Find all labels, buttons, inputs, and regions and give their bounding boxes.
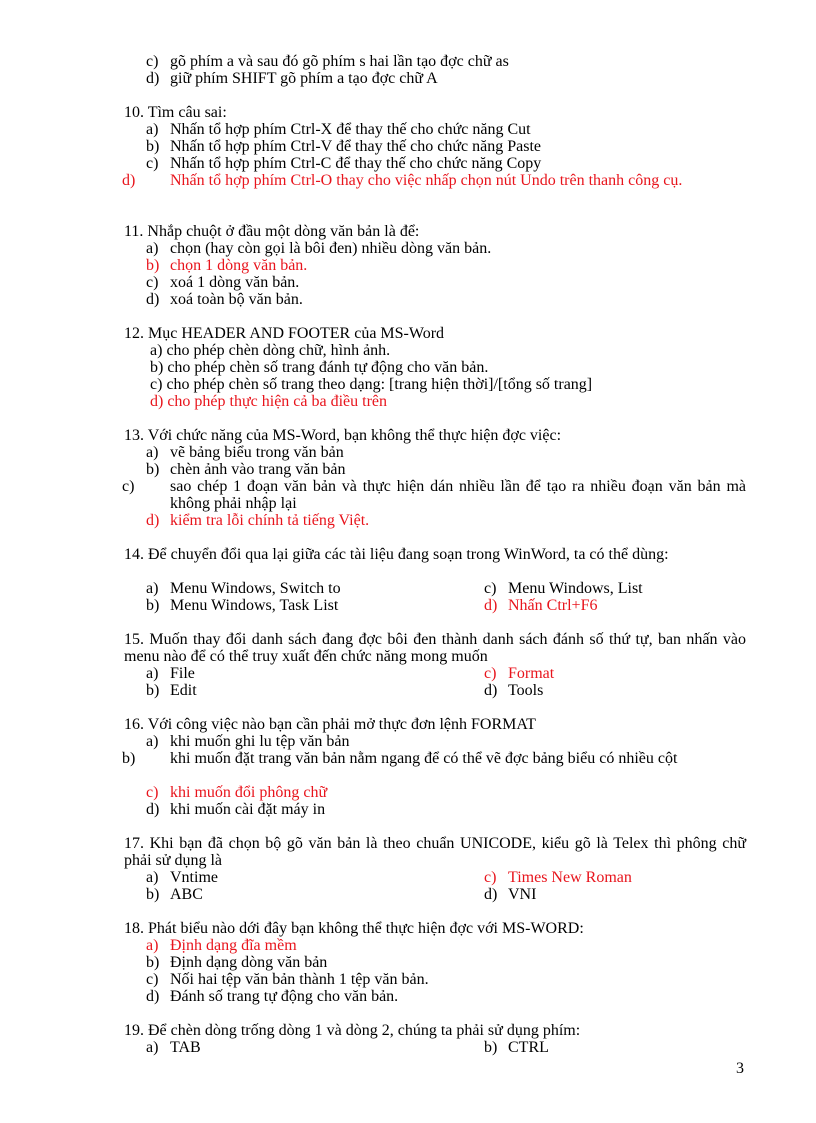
- question-17-stem: 17. Khi bạn đã chọn bộ gõ văn bản là theo chuẩn UNICODE, kiểu gõ là Telex thì phông chữ phải sử dụng là: [124, 835, 746, 869]
- question-18-stem: 18. Phát biểu nào dới đây bạn không thể thực hiện đợc với MS-WORD:: [124, 920, 584, 937]
- option-line: a) vẽ bảng biểu trong văn bản: [146, 444, 344, 461]
- option-line: b) Edit: [146, 682, 197, 699]
- answer-option-line: c) Format: [484, 665, 555, 682]
- answer-option-line: c) Times New Roman: [484, 869, 632, 886]
- question-13-stem: 13. Với chức năng của MS-Word, bạn không thể thực hiện đợc việc:: [124, 427, 562, 444]
- option-line: b) ABC: [146, 886, 203, 903]
- option-line: a) Nhấn tổ hợp phím Ctrl-X để thay thế cho chức năng Cut: [146, 121, 531, 138]
- question-12-stem: 12. Mục HEADER AND FOOTER của MS-Word: [124, 325, 445, 342]
- option-line: b) chèn ảnh vào trang văn bản: [146, 461, 346, 478]
- question-10-stem: 10. Tìm câu sai:: [124, 104, 227, 121]
- option-line: c) Menu Windows, List: [484, 580, 643, 597]
- option-line: c) gõ phím a và sau đó gõ phím s hai lần tạo đợc chữ as: [146, 53, 509, 70]
- question-16-stem: 16. Với công việc nào bạn cần phải mở thực đơn lệnh FORMAT: [124, 716, 536, 733]
- option-line: a) File: [146, 665, 195, 682]
- option-line: d) Đánh số trang tự động cho văn bản.: [146, 988, 399, 1005]
- option-line: c) cho phép chèn số trang theo dạng: [trang hiện thời]/[tổng số trang]: [150, 376, 593, 393]
- option-line: a) khi muốn ghi lu tệp văn bản: [146, 733, 350, 750]
- answer-option-line: d) kiểm tra lỗi chính tả tiếng Việt.: [146, 512, 370, 529]
- answer-option-line: b) chọn 1 dòng văn bản.: [146, 257, 308, 274]
- question-11-stem: 11. Nhắp chuột ở đầu một dòng văn bản là để:: [124, 223, 420, 240]
- option-line: c) sao chép 1 đoạn văn bản và thực hiện dán nhiều lần để tạo ra nhiều đoạn văn bản mà không phải nhập lại: [122, 478, 746, 512]
- option-line: d) xoá toàn bộ văn bản.: [146, 291, 303, 308]
- answer-option-line: a) Định dạng đĩa mềm: [146, 937, 297, 954]
- answer-option-line: c) khi muốn đổi phông chữ: [146, 784, 328, 801]
- option-line: b) Menu Windows, Task List: [146, 597, 339, 614]
- option-line: c) Nhấn tổ hợp phím Ctrl-C để thay thế cho chức năng Copy: [146, 155, 542, 172]
- page-number: 3: [736, 1060, 744, 1077]
- option-line: c) xoá 1 dòng văn bản.: [146, 274, 300, 291]
- option-line: c) Nối hai tệp văn bản thành 1 tệp văn bản.: [146, 971, 429, 988]
- option-line: a) Menu Windows, Switch to: [146, 580, 341, 597]
- option-line: b) Định dạng dòng văn bản: [146, 954, 328, 971]
- option-line: b) cho phép chèn số trang đánh tự động cho văn bản.: [150, 359, 489, 376]
- option-line: d) giữ phím SHIFT gõ phím a tạo đợc chữ A: [146, 70, 438, 87]
- option-line: a) Vntime: [146, 869, 218, 886]
- answer-option-line: d) cho phép thực hiện cả ba điều trên: [150, 393, 388, 410]
- option-line: a) chọn (hay còn gọi là bôi đen) nhiều dòng văn bản.: [146, 240, 492, 257]
- option-line: d) khi muốn cài đặt máy in: [146, 801, 326, 818]
- question-15-stem: 15. Muốn thay đổi danh sách đang đợc bôi đen thành danh sách đánh số thứ tự, ban nhấn vào menu nào để có thể truy xuất đến chức năng mong muốn: [124, 631, 746, 665]
- option-line: a) TAB: [146, 1039, 201, 1056]
- option-line: b) khi muốn đặt trang văn bản nằm ngang để có thể vẽ đợc bảng biểu có nhiều cột: [122, 750, 678, 767]
- option-line: b) CTRL: [484, 1039, 549, 1056]
- answer-option-line: d) Nhấn tổ hợp phím Ctrl-O thay cho việc nhấp chọn nút Undo trên thanh công cụ.: [122, 172, 683, 189]
- answer-option-line: d) Nhấn Ctrl+F6: [484, 597, 598, 614]
- option-line: a) cho phép chèn dòng chữ, hình ảnh.: [150, 342, 391, 359]
- option-line: d) VNI: [484, 886, 537, 903]
- option-line: b) Nhấn tổ hợp phím Ctrl-V để thay thế cho chức năng Paste: [146, 138, 541, 155]
- question-19-stem: 19. Để chèn dòng trống dòng 1 và dòng 2, chúng ta phải sử dụng phím:: [124, 1022, 581, 1039]
- option-line: d) Tools: [484, 682, 544, 699]
- question-14-stem: 14. Để chuyển đổi qua lại giữa các tài liệu đang soạn trong WinWord, ta có thể dùng:: [124, 546, 669, 563]
